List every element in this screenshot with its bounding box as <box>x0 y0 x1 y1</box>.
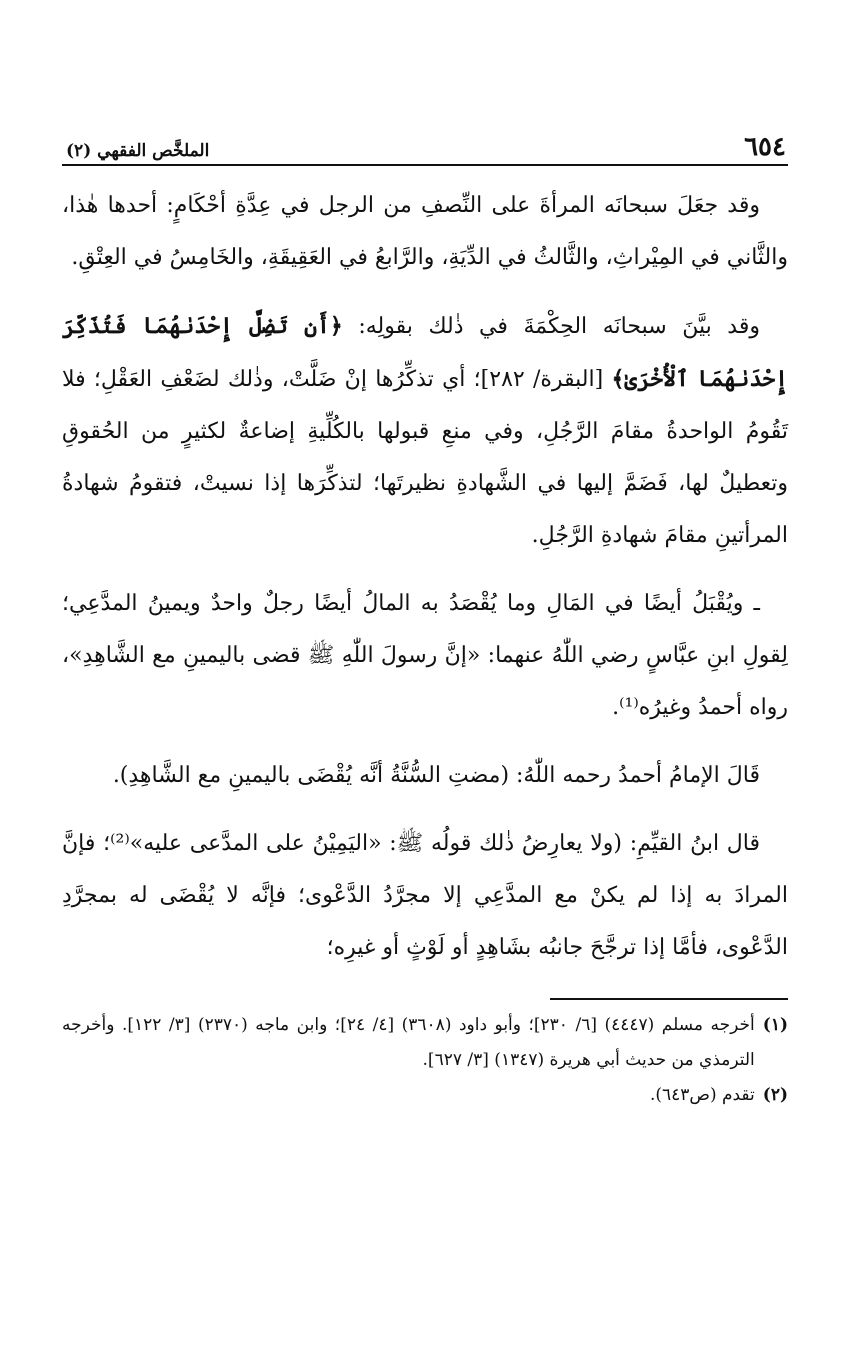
footnote-item <box>62 1008 788 1078</box>
page-number: ٦٥٤ <box>744 132 786 162</box>
paragraph-wisdom <box>62 300 788 562</box>
footnote-number: (١) <box>762 1015 788 1035</box>
footnote-text: أخرجه مسلم (٤٤٤٧) [٦/ ٢٣٠]؛ وأبو داود (٣٦٠٨) [٤/ ٢٤]؛ وابن ماجه (٢٣٧٠) [٣/ ١٢٢]. وأخرجه الترمذي من حديث أبي هريرة (١٣٤٧) [٣/ ٦٢٧]. <box>62 1015 755 1070</box>
body-text <box>62 180 788 974</box>
paragraph-ibn-qayyim: قال ابنُ القيِّمِ: (ولا يعارِضُ ذٰلك قولُه ﷺ: «اليَمِيْنُ على المدَّعى عليه»⁽²⁾؛ فإنَّ المرادَ به إذا لم يكنْ مع المدَّعِي إلا مجرَّدُ الدَّعْوى؛ فإنَّه لا يُقْضَى له بمجرَّدِ الدَّعْوى، فأمَّا إذا ترجَّحَ جانبُه بشَاهِدٍ أو لَوْثٍ أو غيرِه؛ <box>62 831 788 960</box>
footnote-number: (٢) <box>762 1085 788 1105</box>
paragraph-rulings: وقد جعَلَ سبحانَه المرأةَ على النِّصفِ من الرجل في عِدَّةِ أحْكَامٍ: أحدها هٰذا، والثَّاني في المِيْراثِ، والثَّالثُ في الدِّيَةِ، والرَّابعُ في العَقِيقَةِ، والخَامِسُ في العِتْقِ. <box>62 193 788 270</box>
footnote-divider <box>550 998 788 1000</box>
footnote-item <box>62 1078 788 1113</box>
paragraph-oath-witness: ـ ويُقْبَلُ أيضًا في المَالِ وما يُقْصَدُ به المالُ أيضًا رجلٌ واحدٌ ويمينُ المدَّعِي؛ لِقولِ ابنِ عبَّاسٍ رضي اللّٰهُ عنهما: «إنَّ رسولَ اللّٰهِ ﷺ قضى باليمينِ مع الشَّاهِدِ»، رواه أحمدُ وغيرُه⁽¹⁾. <box>62 591 788 720</box>
footnote-text: تقدم (ص٦٤٣). <box>649 1085 755 1105</box>
footnotes <box>62 1008 788 1113</box>
quran-verse: ﴿أَن تَضِلَّ إِحْدَىٰهُمَا فَتُذَكِّرَ إِحْدَىٰهُمَا ٱلْأُخْرَىٰ﴾ <box>62 313 788 392</box>
paragraph-imam-ahmad: قَالَ الإمامُ أحمدُ رحمه اللّٰهُ: (مضتِ السُّنَّةُ أنَّه يُقْضَى باليمينِ مع الشَّاهِدِ). <box>112 763 760 788</box>
book-page <box>62 120 788 1113</box>
page-header <box>62 120 788 166</box>
running-title: الملخَّص الفقهي (٢) <box>66 141 210 161</box>
paragraph-wisdom-intro: وقد بيَّنَ سبحانَه الحِكْمَةَ في ذٰلك بقولِه: <box>342 314 760 339</box>
paragraph-wisdom-explanation: [البقرة/ ٢٨٢]؛ أي تذكِّرُها إنْ ضَلَّتْ، وذٰلك لضَعْفِ العَقْلِ؛ فلا تَقُومُ الواحدةُ مقامَ الرَّجُلِ، وفي منعِ قبولها بالكُلِّيةِ إضاعةٌ لكثيرٍ من الحُقوقِ وتعطيلٌ لها، فَضَمَّ إليها في الشَّهادةِ نظيرتَها؛ لتذكِّرَها إذا نسيتْ، فتقومُ شهادةُ المرأتينِ مقامَ شهادةِ الرَّجُلِ. <box>62 367 788 548</box>
